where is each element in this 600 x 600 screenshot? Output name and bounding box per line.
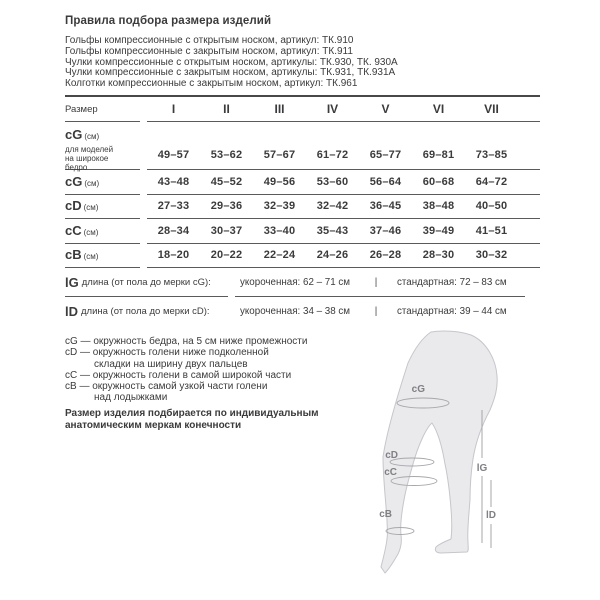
measure-note: для моделей на широкое бедро xyxy=(65,145,114,172)
size-value: 69–81 xyxy=(422,149,455,161)
size-value: 53–62 xyxy=(210,149,243,161)
size-value: 53–60 xyxy=(316,175,349,188)
size-columns xyxy=(147,97,540,122)
length-standard-option: стандартная: 39 – 44 см xyxy=(397,306,507,317)
measure-unit: (см) xyxy=(83,227,99,237)
size-value: 33–40 xyxy=(263,224,296,237)
size-value: 49–56 xyxy=(263,175,296,188)
size-value: 36–45 xyxy=(369,200,402,213)
product-line: Гольфы компрессионные с закрытым носком, артикул: ТК.911 xyxy=(65,45,353,57)
table-row-cd xyxy=(65,195,540,220)
ld-diagram-label: lD xyxy=(486,510,496,521)
size-value: 65–77 xyxy=(369,149,402,161)
size-table-header-row xyxy=(65,97,540,122)
size-value: 20–22 xyxy=(210,249,243,262)
measure-code: cB xyxy=(65,247,82,263)
size-value: 30–32 xyxy=(475,249,508,262)
measure-code: cG xyxy=(65,127,83,142)
size-column-header: III xyxy=(274,102,285,116)
length-short-option: укороченная: 34 – 38 см xyxy=(240,306,351,317)
length-description: длина (от пола до мерки cG): xyxy=(81,276,211,288)
size-column-header: I xyxy=(171,102,176,116)
page-title: Правила подбора размера изделий xyxy=(65,15,272,27)
product-line: Колготки компрессионные с закрытым носком, артикул: ТК.961 xyxy=(65,78,358,90)
measure-code: lD xyxy=(65,304,78,319)
legend-item: cD — окружность голени ниже подколенной xyxy=(65,347,269,359)
size-value: 35–43 xyxy=(316,224,349,237)
size-value: 28–34 xyxy=(157,224,190,237)
options-separator: | xyxy=(374,276,378,288)
cc-diagram-label: cC xyxy=(384,467,397,478)
product-article-list xyxy=(65,36,398,90)
table-row-cb xyxy=(65,244,540,269)
legend-item-continued: складки на ширину двух пальцев xyxy=(94,358,248,370)
legend-item: cB — окружность самой узкой части голени xyxy=(65,381,268,393)
measure-code: lG xyxy=(65,274,79,290)
size-table xyxy=(65,95,540,268)
measure-unit: (см) xyxy=(84,178,100,188)
length-row-lg xyxy=(65,268,540,297)
size-value: 39–49 xyxy=(422,224,455,237)
selection-note: Размер изделия подбирается по индивидуальным анатомическим меркам конечности xyxy=(65,408,319,431)
length-row-ld xyxy=(65,297,540,326)
measure-code: cC xyxy=(65,222,82,238)
measurement-legend xyxy=(65,336,307,404)
size-column-header: II xyxy=(223,102,230,116)
size-value: 60–68 xyxy=(422,175,455,188)
size-value: 26–28 xyxy=(369,249,402,262)
size-value: 24–26 xyxy=(316,249,349,262)
measure-unit: (см) xyxy=(83,203,99,213)
size-column-header: VII xyxy=(484,102,499,116)
leg-silhouette xyxy=(381,331,497,573)
table-row-cg xyxy=(65,170,540,195)
size-value: 22–24 xyxy=(263,249,296,262)
size-value: 73–85 xyxy=(475,149,508,161)
leg-measurement-diagram xyxy=(368,328,508,594)
product-line: Чулки компрессионные с закрытым носком, артикулы: ТК.931, ТК.931А xyxy=(65,67,396,79)
measure-unit: (см) xyxy=(83,252,99,262)
size-value: 29–36 xyxy=(210,200,243,213)
measure-unit: (см) xyxy=(84,132,100,141)
product-line: Чулки компрессионные с открытым носком, артикулы: ТК.930, ТК. 930А xyxy=(65,56,398,68)
legend-item: cC — окружность голени в самой широкой части xyxy=(65,369,292,381)
length-description: длина (от пола до мерки cD): xyxy=(81,306,210,317)
size-value: 45–52 xyxy=(210,175,243,188)
size-column-header: VI xyxy=(432,102,445,116)
size-value: 32–39 xyxy=(263,200,296,213)
size-column-header: V xyxy=(381,102,390,116)
size-value: 27–33 xyxy=(157,200,190,213)
options-separator: | xyxy=(374,306,378,317)
size-value: 41–51 xyxy=(475,224,508,237)
size-value: 28–30 xyxy=(422,249,455,262)
size-value: 38–48 xyxy=(422,200,455,213)
size-value: 64–72 xyxy=(475,175,508,188)
size-value: 37–46 xyxy=(369,224,402,237)
product-line: Гольфы компрессионные с открытым носком, артикул: ТК.910 xyxy=(65,35,354,46)
table-row-cg-wide-hip xyxy=(65,122,540,170)
legend-item: cG — окружность бедра, на 5 см ниже промежности xyxy=(65,336,308,347)
size-value: 61–72 xyxy=(316,149,349,161)
size-value: 40–50 xyxy=(475,200,508,213)
cd-diagram-label: cD xyxy=(385,450,398,461)
size-value: 43–48 xyxy=(157,175,190,188)
length-short-option: укороченная: 62 – 71 см xyxy=(240,276,351,288)
size-value: 57–67 xyxy=(263,149,296,161)
size-header-label: Размер xyxy=(65,97,140,122)
size-value: 49–57 xyxy=(157,149,190,161)
size-value: 30–37 xyxy=(210,224,243,237)
lg-diagram-label: lG xyxy=(476,463,488,474)
cb-diagram-label: cB xyxy=(379,509,392,520)
size-value: 18–20 xyxy=(157,249,190,262)
size-value: 56–64 xyxy=(369,175,402,188)
cg-diagram-label: cG xyxy=(411,384,425,395)
length-standard-option: стандартная: 72 – 83 см xyxy=(397,276,507,288)
size-column-header: IV xyxy=(326,102,339,116)
measure-code: cD xyxy=(65,198,82,214)
measure-code: cG xyxy=(65,173,83,189)
legend-item-continued: над лодыжками xyxy=(94,392,168,404)
size-value: 32–42 xyxy=(316,200,349,213)
table-row-cc xyxy=(65,219,540,244)
